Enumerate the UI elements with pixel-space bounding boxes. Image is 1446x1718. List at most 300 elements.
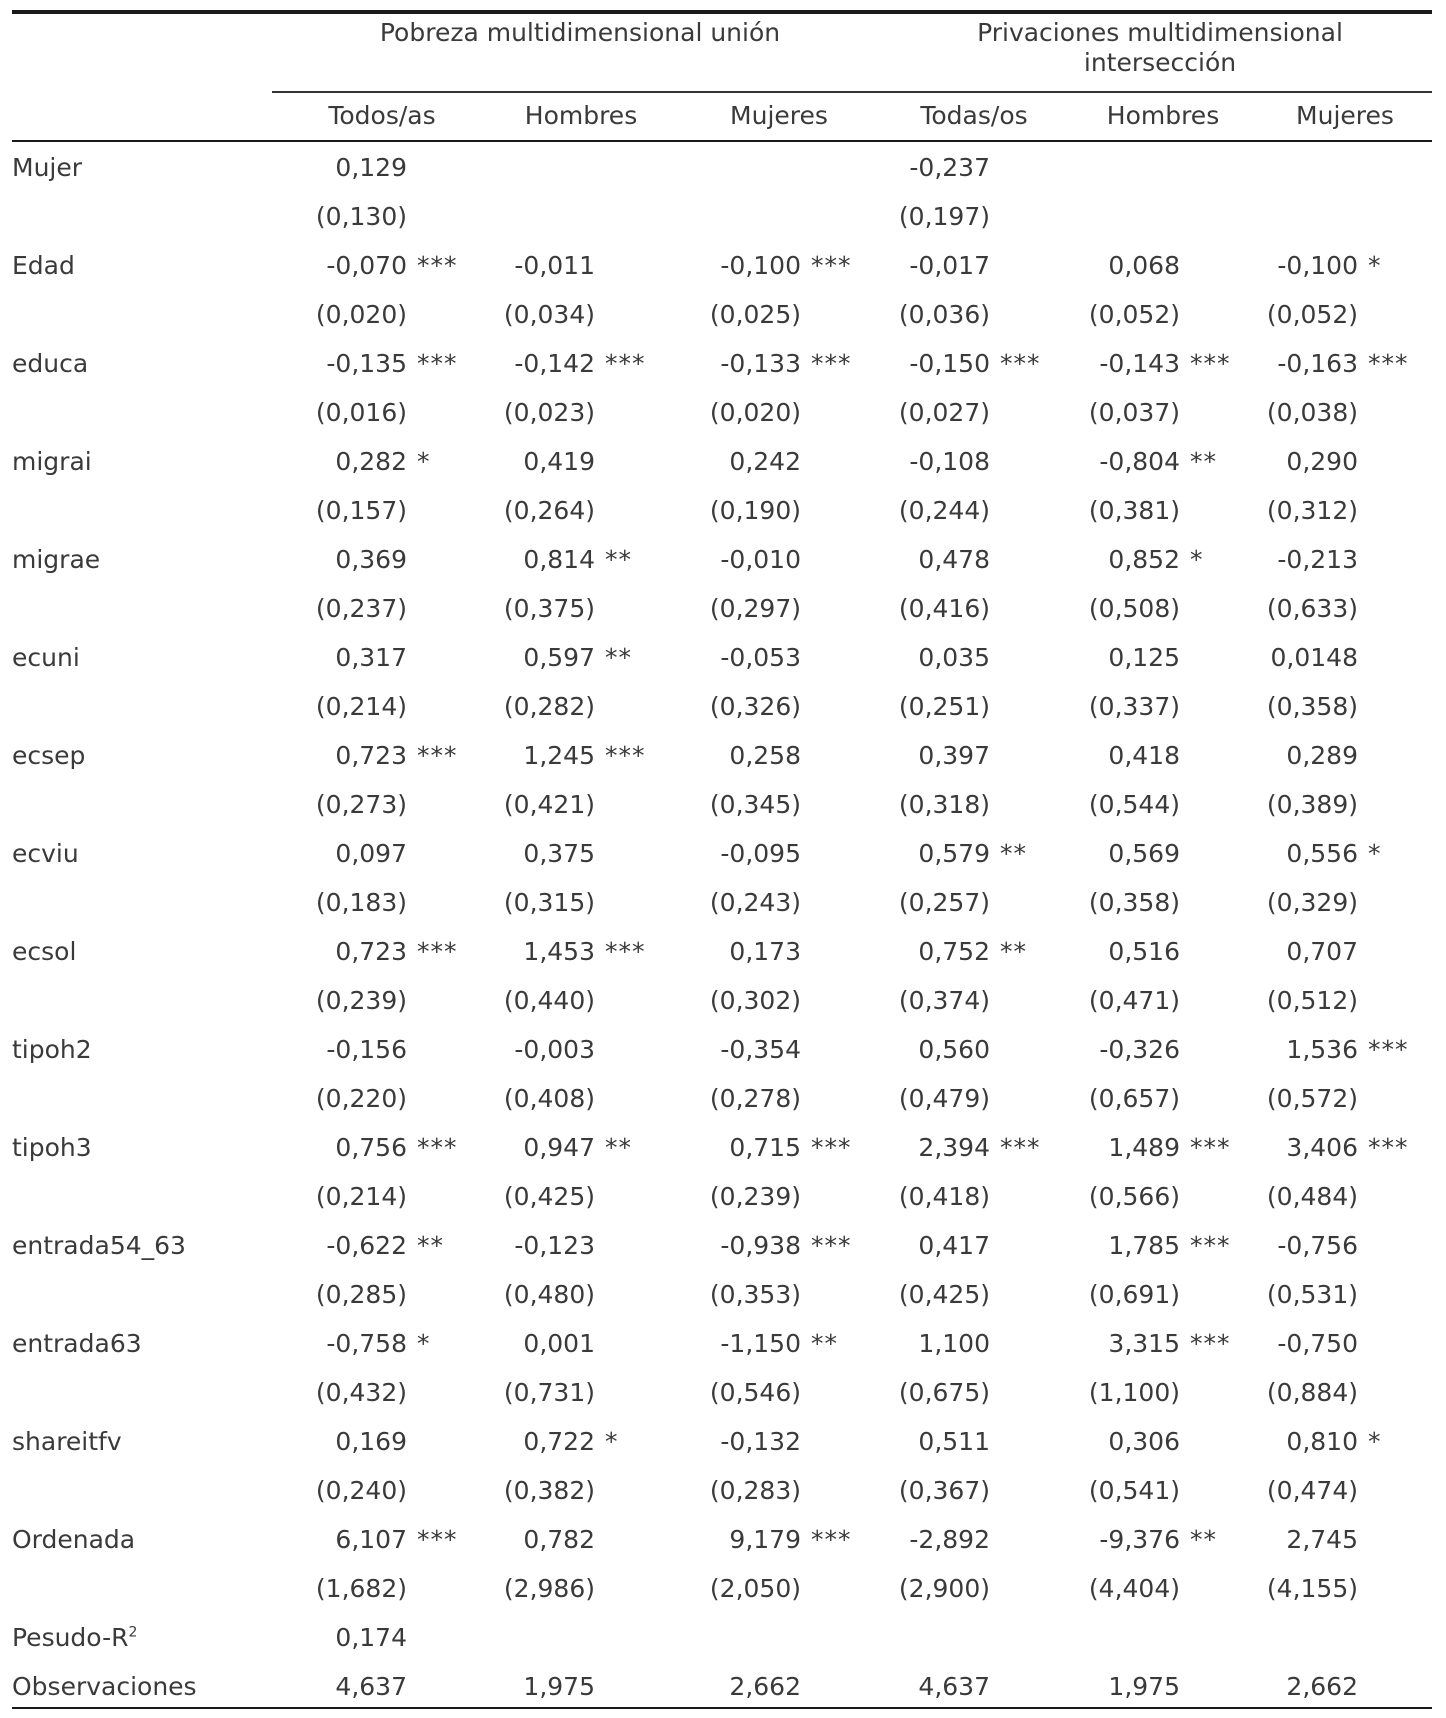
coefficient: -0,804 xyxy=(1099,447,1180,476)
se-cell xyxy=(302,290,495,339)
coefficient: 9,179 xyxy=(729,1525,801,1554)
table-row xyxy=(12,1319,1432,1368)
empty-cell xyxy=(1253,1613,1432,1662)
standard-error: (0,531) xyxy=(1266,1280,1358,1309)
coefficient: -0,011 xyxy=(514,251,595,280)
row-label: ecsep xyxy=(12,741,86,770)
significance-stars: *** xyxy=(1000,1133,1041,1162)
coefficient: -1,150 xyxy=(720,1329,801,1358)
coef-cell xyxy=(890,437,1072,486)
standard-error: (0,282) xyxy=(503,692,595,721)
coef-cell xyxy=(1253,633,1432,682)
se-cell xyxy=(693,1368,890,1417)
coef-cell xyxy=(1253,1123,1432,1172)
coefficient: 0,417 xyxy=(918,1231,990,1260)
group-header-interseccion-line2: intersección xyxy=(1083,48,1237,77)
coefficient: -0,135 xyxy=(326,349,407,378)
significance-stars: * xyxy=(1368,839,1382,868)
standard-error: (0,566) xyxy=(1088,1182,1180,1211)
se-cell xyxy=(1072,1172,1253,1221)
coefficient: -0,017 xyxy=(909,251,990,280)
empty-label xyxy=(12,486,302,535)
coef-cell xyxy=(693,731,890,780)
coefficient: 1,245 xyxy=(523,741,595,770)
se-cell xyxy=(495,1368,693,1417)
coef-cell xyxy=(1072,1319,1253,1368)
coefficient: -0,142 xyxy=(514,349,595,378)
pseudo-r2-label xyxy=(12,1613,302,1662)
standard-error: (0,382) xyxy=(503,1476,595,1505)
table-row xyxy=(12,1417,1432,1466)
coefficient: -0,750 xyxy=(1277,1329,1358,1358)
se-cell xyxy=(693,1074,890,1123)
significance-stars: *** xyxy=(605,349,646,378)
coefficient: 0,068 xyxy=(1108,251,1180,280)
significance-stars: ** xyxy=(811,1329,838,1358)
observations-value xyxy=(302,1662,495,1711)
coefficient: 1,536 xyxy=(1286,1035,1358,1064)
coef-cell xyxy=(890,829,1072,878)
coef-cell xyxy=(302,437,495,486)
table-row xyxy=(12,1123,1432,1172)
coef-cell xyxy=(693,1515,890,1564)
table-row-se xyxy=(12,486,1432,535)
se-cell xyxy=(693,878,890,927)
se-cell xyxy=(1253,1564,1432,1613)
coefficient: -0,132 xyxy=(720,1427,801,1456)
coef-cell xyxy=(302,633,495,682)
table-row-se xyxy=(12,1564,1432,1613)
pseudo-r2-row xyxy=(12,1613,1432,1662)
table-row xyxy=(12,241,1432,290)
coefficient: 0,317 xyxy=(335,643,407,672)
coefficient: 0,478 xyxy=(918,545,990,574)
coefficient: 0,169 xyxy=(335,1427,407,1456)
coefficient: -0,143 xyxy=(1099,349,1180,378)
significance-stars: *** xyxy=(1000,349,1041,378)
standard-error: (0,353) xyxy=(709,1280,801,1309)
coefficient: 0,556 xyxy=(1286,839,1358,868)
standard-error: (0,337) xyxy=(1088,692,1180,721)
coef-cell xyxy=(1253,731,1432,780)
significance-stars: *** xyxy=(605,937,646,966)
coef-cell xyxy=(302,1025,495,1074)
coef-cell xyxy=(1072,437,1253,486)
standard-error: (0,214) xyxy=(315,692,407,721)
significance-stars: *** xyxy=(1368,349,1409,378)
standard-error: (0,257) xyxy=(898,888,990,917)
coefficient: 0,419 xyxy=(523,447,595,476)
standard-error: (0,572) xyxy=(1266,1084,1358,1113)
coef-cell xyxy=(693,339,890,388)
column-header-mujeres-union: Mujeres xyxy=(730,101,828,130)
coefficient: -0,622 xyxy=(326,1231,407,1260)
coef-cell xyxy=(495,437,693,486)
coefficient: 2,662 xyxy=(729,1672,801,1701)
standard-error: (1,100) xyxy=(1088,1378,1180,1407)
standard-error: (0,416) xyxy=(898,594,990,623)
significance-stars: * xyxy=(417,447,431,476)
empty-label xyxy=(12,1564,302,1613)
se-cell xyxy=(1253,682,1432,731)
significance-stars: *** xyxy=(811,349,852,378)
standard-error: (0,418) xyxy=(898,1182,990,1211)
se-cell xyxy=(1072,388,1253,437)
empty-cell xyxy=(693,1613,890,1662)
coefficient: 2,745 xyxy=(1286,1525,1358,1554)
coef-cell xyxy=(1072,927,1253,976)
coefficient: 0,289 xyxy=(1286,741,1358,770)
coefficient: 0,174 xyxy=(335,1623,407,1652)
significance-stars: *** xyxy=(1190,1329,1231,1358)
se-cell xyxy=(495,1172,693,1221)
empty-cell xyxy=(890,1613,1072,1662)
se-cell xyxy=(890,290,1072,339)
coefficient: -0,237 xyxy=(909,153,990,182)
standard-error: (0,183) xyxy=(315,888,407,917)
coefficient: 0,397 xyxy=(918,741,990,770)
standard-error: (0,038) xyxy=(1266,398,1358,427)
coef-cell xyxy=(693,1221,890,1270)
coef-cell xyxy=(1253,1319,1432,1368)
coefficient: -0,100 xyxy=(1277,251,1358,280)
se-cell xyxy=(1072,976,1253,1025)
coefficient: -0,100 xyxy=(720,251,801,280)
se-cell xyxy=(1072,1564,1253,1613)
coefficient: -0,010 xyxy=(720,545,801,574)
standard-error: (0,197) xyxy=(898,202,990,231)
se-cell xyxy=(1072,1466,1253,1515)
coef-cell xyxy=(495,1221,693,1270)
significance-stars: ** xyxy=(1190,1525,1217,1554)
se-cell xyxy=(693,584,890,633)
standard-error: (0,480) xyxy=(503,1280,595,1309)
coefficient: 0,756 xyxy=(335,1133,407,1162)
coef-cell xyxy=(890,927,1072,976)
standard-error: (0,016) xyxy=(315,398,407,427)
significance-stars: ** xyxy=(605,1133,632,1162)
se-cell xyxy=(1072,1368,1253,1417)
coef-cell xyxy=(302,241,495,290)
coef-cell xyxy=(1072,339,1253,388)
coef-cell xyxy=(890,1221,1072,1270)
se-cell xyxy=(1072,290,1253,339)
coef-cell xyxy=(1253,143,1432,192)
coef-cell xyxy=(1253,1417,1432,1466)
coef-cell xyxy=(890,731,1072,780)
significance-stars: *** xyxy=(605,741,646,770)
se-cell xyxy=(302,1564,495,1613)
standard-error: (0,657) xyxy=(1088,1084,1180,1113)
coefficient: -2,892 xyxy=(909,1525,990,1554)
se-cell xyxy=(1253,1172,1432,1221)
coefficient: 0,782 xyxy=(523,1525,595,1554)
empty-label xyxy=(12,1368,302,1417)
standard-error: (0,374) xyxy=(898,986,990,1015)
coefficient: 0,242 xyxy=(729,447,801,476)
empty-label xyxy=(12,584,302,633)
empty-label xyxy=(12,780,302,829)
standard-error: (0,239) xyxy=(315,986,407,1015)
row-label: shareitfv xyxy=(12,1427,122,1456)
coef-cell xyxy=(890,1123,1072,1172)
se-cell xyxy=(1253,290,1432,339)
coefficient: 0,001 xyxy=(523,1329,595,1358)
standard-error: (0,237) xyxy=(315,594,407,623)
coef-cell xyxy=(693,927,890,976)
coef-cell xyxy=(495,143,693,192)
se-cell xyxy=(890,388,1072,437)
coef-cell xyxy=(495,1319,693,1368)
table-row-se xyxy=(12,584,1432,633)
empty-label xyxy=(12,682,302,731)
standard-error: (0,037) xyxy=(1088,398,1180,427)
standard-error: (0,020) xyxy=(709,398,801,427)
se-cell xyxy=(693,1270,890,1319)
empty-label xyxy=(12,1074,302,1123)
observations-label: Observaciones xyxy=(12,1672,197,1701)
coef-cell xyxy=(1072,1417,1253,1466)
coefficient: 0,947 xyxy=(523,1133,595,1162)
coef-cell xyxy=(890,1319,1072,1368)
coef-cell xyxy=(1253,1221,1432,1270)
coefficient: 1,975 xyxy=(523,1672,595,1701)
table-row xyxy=(12,1025,1432,1074)
table-row-se xyxy=(12,878,1432,927)
se-cell xyxy=(890,878,1072,927)
coefficient: -0,095 xyxy=(720,839,801,868)
empty-label xyxy=(12,192,302,241)
se-cell xyxy=(1072,682,1253,731)
coefficient: -0,938 xyxy=(720,1231,801,1260)
standard-error: (0,731) xyxy=(503,1378,595,1407)
coef-cell xyxy=(693,437,890,486)
coef-cell xyxy=(495,535,693,584)
empty-label xyxy=(12,976,302,1025)
standard-error: (0,381) xyxy=(1088,496,1180,525)
standard-error: (0,884) xyxy=(1266,1378,1358,1407)
significance-stars: * xyxy=(605,1427,619,1456)
coef-cell xyxy=(1072,1221,1253,1270)
group-header-union: Pobreza multidimensional unión xyxy=(379,18,781,47)
se-cell xyxy=(302,878,495,927)
coef-cell xyxy=(302,143,495,192)
se-cell xyxy=(495,976,693,1025)
coefficient: -0,213 xyxy=(1277,545,1358,574)
se-cell xyxy=(890,682,1072,731)
table-row-se xyxy=(12,192,1432,241)
se-cell xyxy=(890,780,1072,829)
coefficient: 0,715 xyxy=(729,1133,801,1162)
coef-cell xyxy=(1253,829,1432,878)
header-bottom-rule xyxy=(12,140,1432,142)
table-bottom-rule xyxy=(12,1707,1432,1709)
pseudo-r2-label-text: Pesudo-R xyxy=(12,1623,129,1652)
standard-error: (0,326) xyxy=(709,692,801,721)
row-label: migrae xyxy=(12,545,101,574)
standard-error: (0,484) xyxy=(1266,1182,1358,1211)
table-row xyxy=(12,731,1432,780)
coef-cell xyxy=(1072,829,1253,878)
row-label: entrada54_63 xyxy=(12,1231,186,1260)
coefficient: -0,326 xyxy=(1099,1035,1180,1064)
pseudo-r2-value xyxy=(302,1613,495,1662)
significance-stars: *** xyxy=(1190,1133,1231,1162)
coefficient: 0,814 xyxy=(523,545,595,574)
coef-cell xyxy=(302,829,495,878)
group-header-rule xyxy=(272,91,1432,93)
standard-error: (0,421) xyxy=(503,790,595,819)
se-cell xyxy=(1072,780,1253,829)
standard-error: (0,283) xyxy=(709,1476,801,1505)
table-row-se xyxy=(12,1270,1432,1319)
table-row xyxy=(12,143,1432,192)
row-label: Edad xyxy=(12,251,75,280)
coefficient: 0,290 xyxy=(1286,447,1358,476)
row-label: educa xyxy=(12,349,89,378)
table-row-se xyxy=(12,780,1432,829)
coef-cell xyxy=(1072,633,1253,682)
coefficient: 0,560 xyxy=(918,1035,990,1064)
se-cell xyxy=(302,486,495,535)
significance-stars: ** xyxy=(1190,447,1217,476)
coefficient: 0,723 xyxy=(335,741,407,770)
coef-cell xyxy=(1072,731,1253,780)
observations-value xyxy=(693,1662,890,1711)
coefficient: -0,070 xyxy=(326,251,407,280)
se-cell xyxy=(1253,388,1432,437)
coefficient: 0,375 xyxy=(523,839,595,868)
coefficient: -9,376 xyxy=(1099,1525,1180,1554)
significance-stars: * xyxy=(417,1329,431,1358)
coef-cell xyxy=(302,339,495,388)
empty-label xyxy=(12,1270,302,1319)
coefficient: -0,150 xyxy=(909,349,990,378)
coef-cell xyxy=(693,535,890,584)
se-cell xyxy=(495,1564,693,1613)
coef-cell xyxy=(693,633,890,682)
significance-stars: *** xyxy=(417,349,458,378)
coef-cell xyxy=(1072,1025,1253,1074)
standard-error: (0,244) xyxy=(898,496,990,525)
se-cell xyxy=(1072,486,1253,535)
se-cell xyxy=(1253,1368,1432,1417)
standard-error: (0,297) xyxy=(709,594,801,623)
coefficient: 0,722 xyxy=(523,1427,595,1456)
coefficient: 3,406 xyxy=(1286,1133,1358,1162)
standard-error: (0,190) xyxy=(709,496,801,525)
se-cell xyxy=(693,486,890,535)
coefficient: 4,637 xyxy=(918,1672,990,1701)
coefficient: -0,133 xyxy=(720,349,801,378)
significance-stars: *** xyxy=(417,1525,458,1554)
pseudo-r2-superscript: 2 xyxy=(128,1624,138,1641)
standard-error: (0,034) xyxy=(503,300,595,329)
standard-error: (0,023) xyxy=(503,398,595,427)
significance-stars: *** xyxy=(417,1133,458,1162)
standard-error: (4,404) xyxy=(1088,1574,1180,1603)
significance-stars: ** xyxy=(417,1231,444,1260)
se-cell xyxy=(495,486,693,535)
se-cell xyxy=(693,780,890,829)
coef-cell xyxy=(495,1515,693,1564)
se-cell xyxy=(495,682,693,731)
table-row xyxy=(12,829,1432,878)
coef-cell xyxy=(1253,1025,1432,1074)
standard-error: (0,220) xyxy=(315,1084,407,1113)
coef-cell xyxy=(495,731,693,780)
standard-error: (0,425) xyxy=(503,1182,595,1211)
coef-cell xyxy=(302,1319,495,1368)
coef-cell xyxy=(302,1221,495,1270)
standard-error: (0,318) xyxy=(898,790,990,819)
se-cell xyxy=(495,878,693,927)
coef-cell xyxy=(693,1123,890,1172)
coef-cell xyxy=(890,1417,1072,1466)
se-cell xyxy=(890,976,1072,1025)
coefficient: 0,511 xyxy=(918,1427,990,1456)
se-cell xyxy=(1253,584,1432,633)
coef-cell xyxy=(1072,241,1253,290)
se-cell xyxy=(302,388,495,437)
significance-stars: * xyxy=(1190,545,1204,574)
se-cell xyxy=(495,1270,693,1319)
coef-cell xyxy=(1253,927,1432,976)
coefficient: -0,108 xyxy=(909,447,990,476)
standard-error: (0,375) xyxy=(503,594,595,623)
coef-cell xyxy=(890,633,1072,682)
standard-error: (0,633) xyxy=(1266,594,1358,623)
se-cell xyxy=(890,1564,1072,1613)
coef-cell xyxy=(1072,1515,1253,1564)
standard-error: (0,130) xyxy=(315,202,407,231)
row-label: tipoh2 xyxy=(12,1035,92,1064)
standard-error: (0,425) xyxy=(898,1280,990,1309)
significance-stars: ** xyxy=(1000,839,1027,868)
se-cell xyxy=(302,780,495,829)
coefficient: 1,975 xyxy=(1108,1672,1180,1701)
se-cell xyxy=(1253,1466,1432,1515)
standard-error: (0,157) xyxy=(315,496,407,525)
significance-stars: *** xyxy=(417,251,458,280)
se-cell xyxy=(890,1466,1072,1515)
standard-error: (0,302) xyxy=(709,986,801,1015)
se-cell xyxy=(693,1564,890,1613)
row-label: ecuni xyxy=(12,643,80,672)
coef-cell xyxy=(890,1025,1072,1074)
standard-error: (1,682) xyxy=(315,1574,407,1603)
significance-stars: * xyxy=(1368,251,1382,280)
se-cell xyxy=(1072,1074,1253,1123)
table-row-se xyxy=(12,976,1432,1025)
table-row xyxy=(12,1515,1432,1564)
table-row-se xyxy=(12,1368,1432,1417)
coef-cell xyxy=(693,1025,890,1074)
observations-value xyxy=(890,1662,1072,1711)
coefficient: 0,306 xyxy=(1108,1427,1180,1456)
coef-cell xyxy=(302,1123,495,1172)
coef-cell xyxy=(693,1319,890,1368)
coefficient: 1,785 xyxy=(1108,1231,1180,1260)
coefficient: 1,453 xyxy=(523,937,595,966)
coefficient: -0,053 xyxy=(720,643,801,672)
standard-error: (0,329) xyxy=(1266,888,1358,917)
coef-cell xyxy=(1072,1123,1253,1172)
se-cell xyxy=(693,1172,890,1221)
table-row xyxy=(12,535,1432,584)
se-cell xyxy=(890,486,1072,535)
standard-error: (0,471) xyxy=(1088,986,1180,1015)
